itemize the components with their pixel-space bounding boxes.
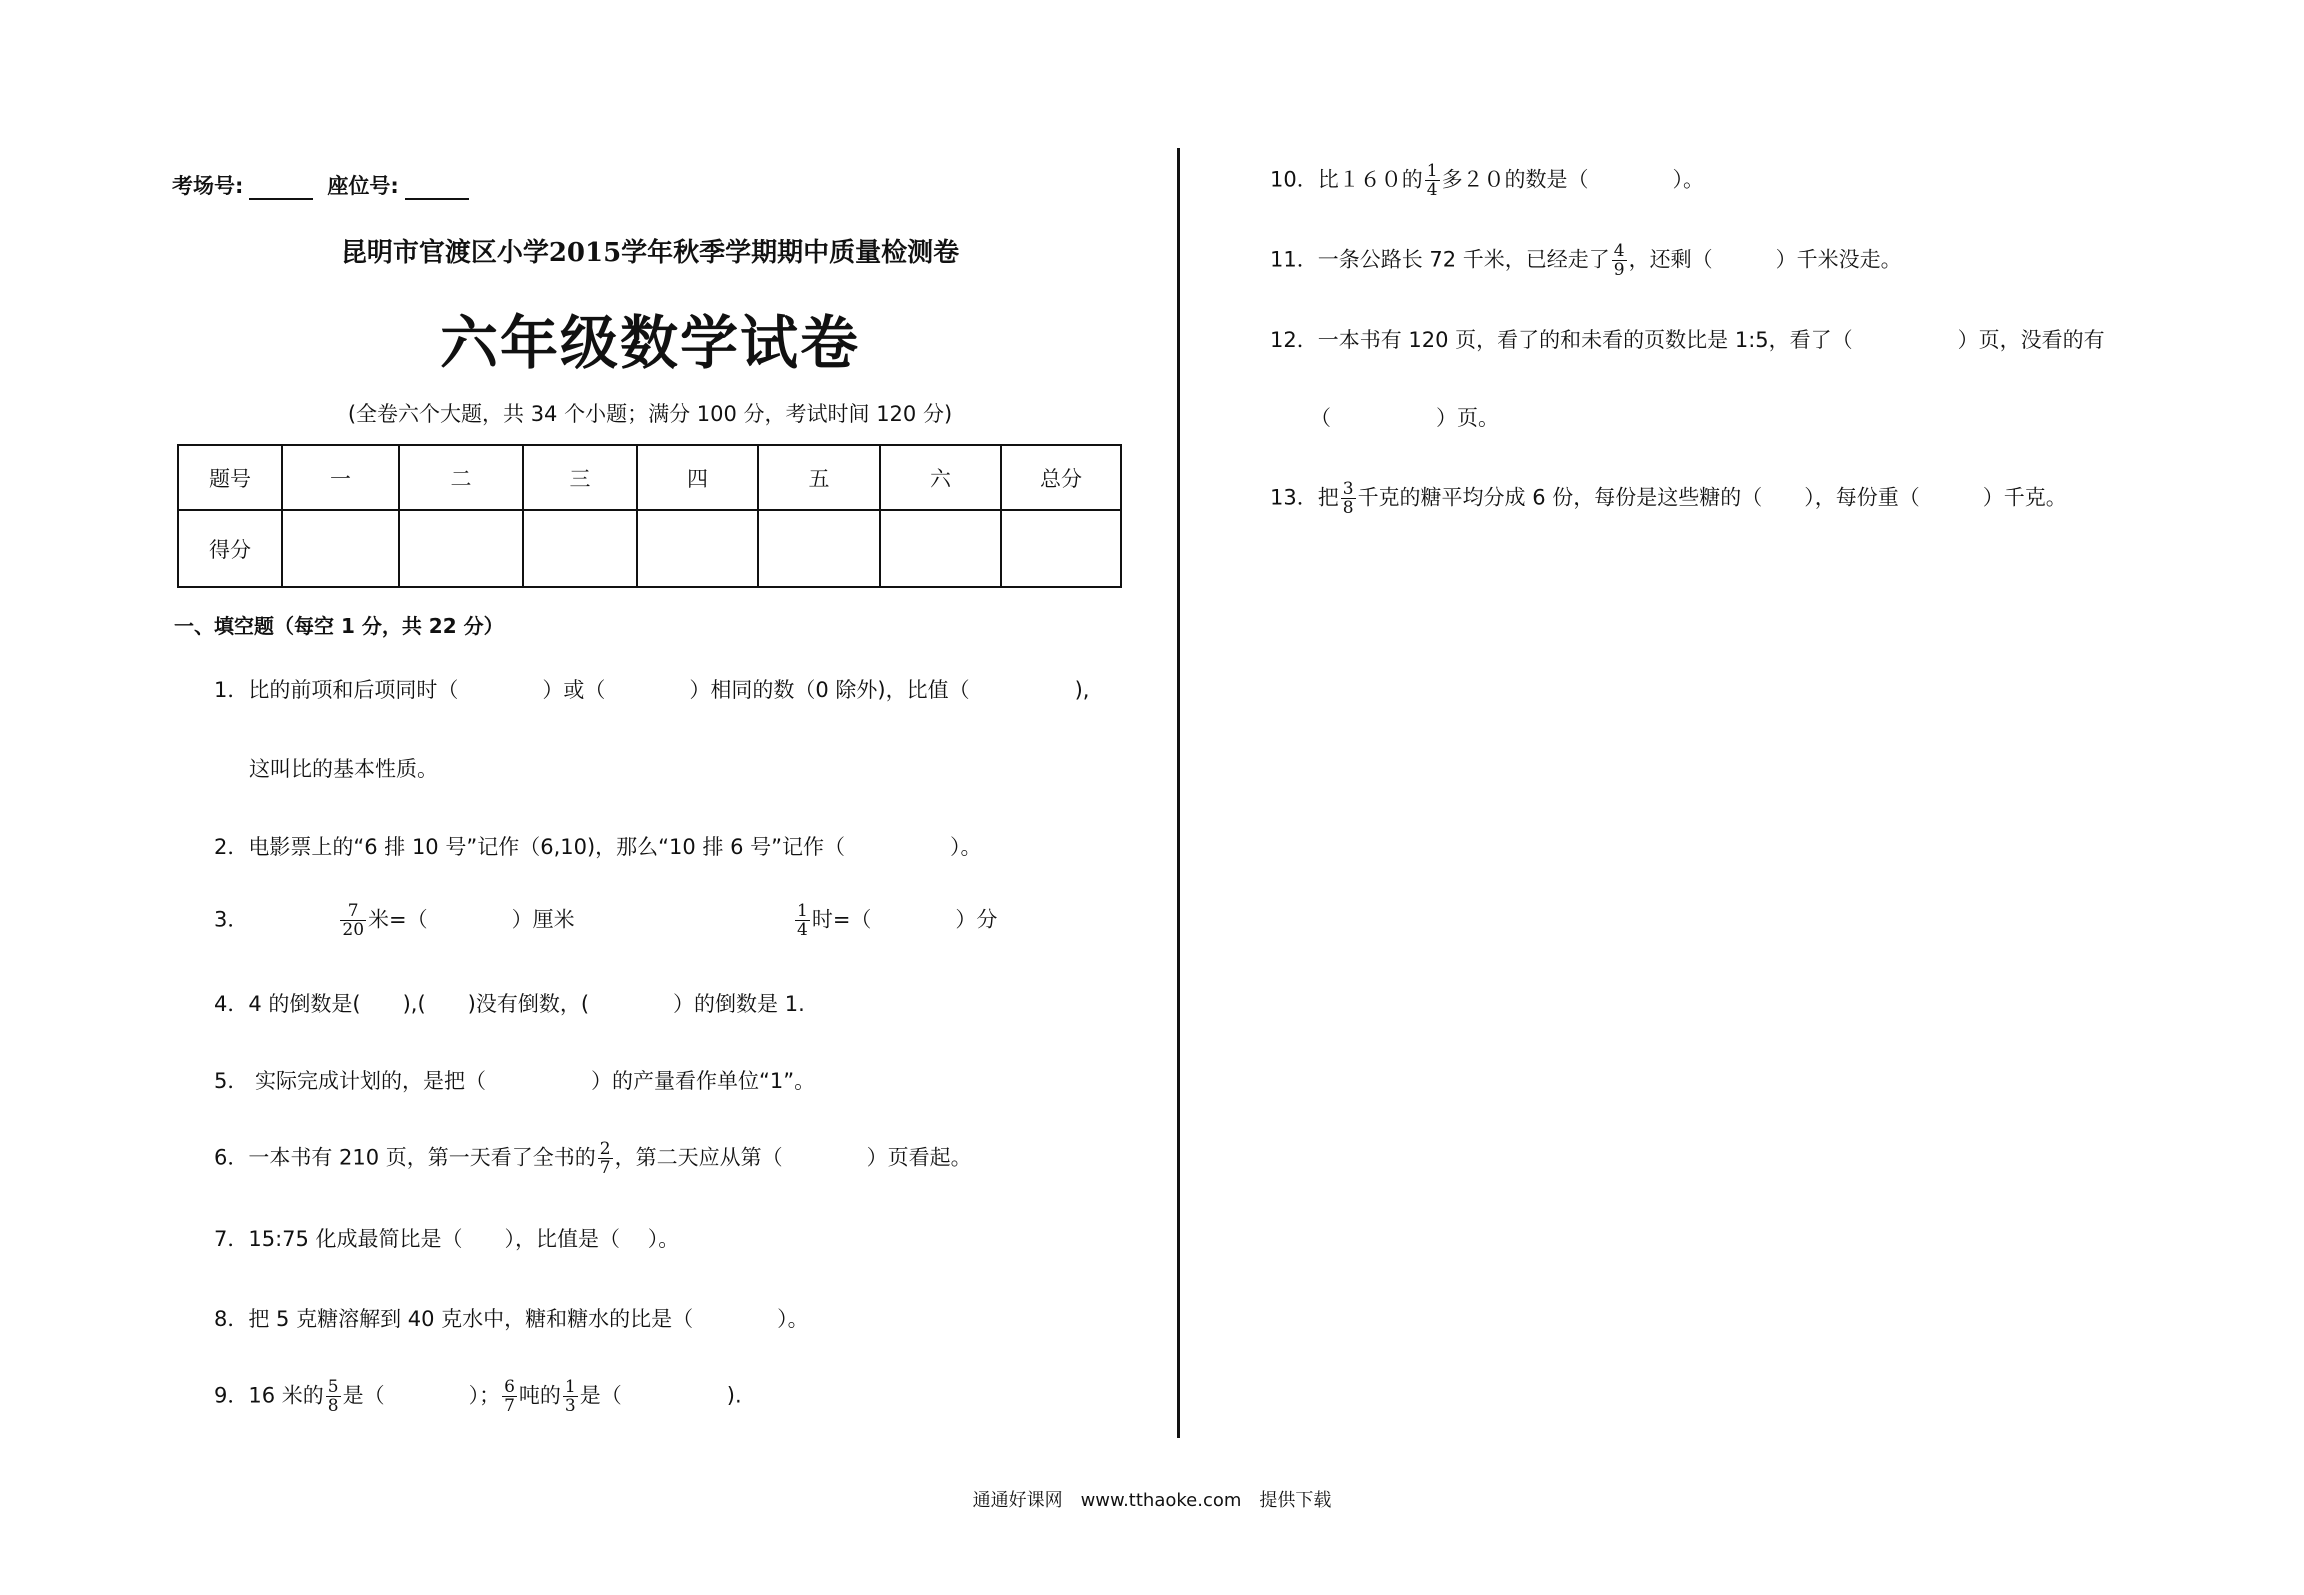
score-row-label: 得分 (178, 510, 282, 587)
question-11-text: ，还剩（ ）千米没走。 (1628, 247, 1902, 272)
score-header-cell: 三 (523, 445, 637, 510)
score-header-cell: 六 (880, 445, 1001, 510)
fraction: $\frac{4}{9}$ (1613, 241, 1625, 280)
score-table-header-row (178, 445, 1121, 510)
question-13-text: 千克的糖平均分成 6 份，每份是这些糖的（ ），每份重（ ）千克。 (1357, 485, 2067, 510)
exam-subtitle: 昆明市官渡区小学2015学年秋季学期期中质量检测卷 (340, 238, 960, 268)
question-13-text: 13．把 (1270, 485, 1339, 510)
question-9-text: 吨的 (518, 1383, 561, 1408)
question-3 (214, 902, 575, 939)
score-header-cell: 二 (399, 445, 523, 510)
fraction: $\frac{2}{7}$ (599, 1139, 611, 1178)
question-12-line1: 12．一本书有 120 页，看了的和未看的页数比是 1:5，看了（ ）页，没看的有 (1270, 328, 2105, 352)
footer-credit: 通通好课网 www.tthaoke.com 提供下载 (972, 1490, 1332, 1511)
score-cell (282, 510, 399, 587)
fraction: $\frac{3}{8}$ (1342, 479, 1354, 518)
exam-room-blank (249, 180, 313, 200)
score-header-cell: 五 (758, 445, 880, 510)
exam-note: (全卷六个大题，共 34 个小题；满分 100 分，考试时间 120 分) (347, 402, 953, 426)
question-10 (1270, 162, 1704, 199)
question-1-line1: 1．比的前项和后项同时（ ）或（ ）相同的数（0 除外)，比值（ ), (214, 678, 1090, 702)
question-11-text: 11．一条公路长 72 千米，已经走了 (1270, 247, 1610, 272)
score-table-score-row (178, 510, 1121, 587)
question-3-part1: 米=（ ）厘米 (368, 907, 575, 932)
column-divider (1177, 148, 1180, 1438)
question-12-line2: （ ）页。 (1310, 406, 1499, 430)
fraction: $\frac{1}{4}$ (797, 901, 808, 940)
question-6 (214, 1140, 972, 1177)
question-4: 4．4 的倒数是( ),( )没有倒数，( ）的倒数是 1. (214, 992, 805, 1016)
score-header-cell: 一 (282, 445, 399, 510)
score-table (177, 444, 1122, 588)
fraction: $\frac{5}{8}$ (327, 1377, 339, 1416)
question-2: 2．电影票上的“6 排 10 号”记作（6,10)，那么“10 排 6 号”记作（ ）。 (214, 835, 982, 859)
question-11 (1270, 242, 1902, 279)
fraction: $\frac{6}{7}$ (504, 1377, 515, 1416)
score-header-cell: 题号 (178, 445, 282, 510)
question-5: 5． 实际完成计划的，是把（ ）的产量看作单位“1”。 (214, 1069, 816, 1093)
exam-info-line (172, 170, 483, 200)
question-8: 8．把 5 克糖溶解到 40 克水中，糖和糖水的比是（ ）。 (214, 1307, 809, 1331)
score-cell (637, 510, 758, 587)
exam-room-label: 考场号: (172, 174, 244, 198)
score-cell (880, 510, 1001, 587)
question-3-number: 3． (214, 907, 249, 932)
section-title: 一、填空题（每空 1 分，共 22 分） (174, 614, 504, 638)
question-13 (1270, 480, 2067, 517)
score-cell (758, 510, 880, 587)
fraction: $\frac{7}{20}$ (342, 901, 365, 940)
question-6-text: 6．一本书有 210 页，第一天看了全书的 (214, 1145, 596, 1170)
question-10-text: 10．比１６０的 (1270, 167, 1423, 192)
question-10-text: 多２０的数是（ ）。 (1441, 167, 1705, 192)
question-9-text: 是（ ). (579, 1383, 742, 1408)
fraction: $\frac{1}{3}$ (564, 1377, 576, 1416)
seat-blank (405, 180, 469, 200)
question-9-text: 是（ ）； (342, 1383, 501, 1408)
score-cell (1001, 510, 1121, 587)
question-3-second (793, 902, 997, 939)
score-header-cell: 四 (637, 445, 758, 510)
score-header-cell: 总分 (1001, 445, 1121, 510)
question-9 (214, 1378, 742, 1415)
exam-title: 六年级数学试卷 (439, 309, 860, 377)
score-cell (399, 510, 523, 587)
question-6-text: ，第二天应从第（ ）页看起。 (614, 1145, 972, 1170)
seat-label: 座位号: (327, 174, 399, 198)
score-cell (523, 510, 637, 587)
question-3-part2: 时=（ ）分 (811, 907, 998, 932)
question-7: 7．15:75 化成最简比是（ ），比值是（ ）。 (214, 1227, 680, 1251)
fraction: $\frac{1}{4}$ (1426, 161, 1438, 200)
question-1-line2: 这叫比的基本性质。 (249, 757, 438, 781)
question-9-text: 9．16 米的 (214, 1383, 324, 1408)
